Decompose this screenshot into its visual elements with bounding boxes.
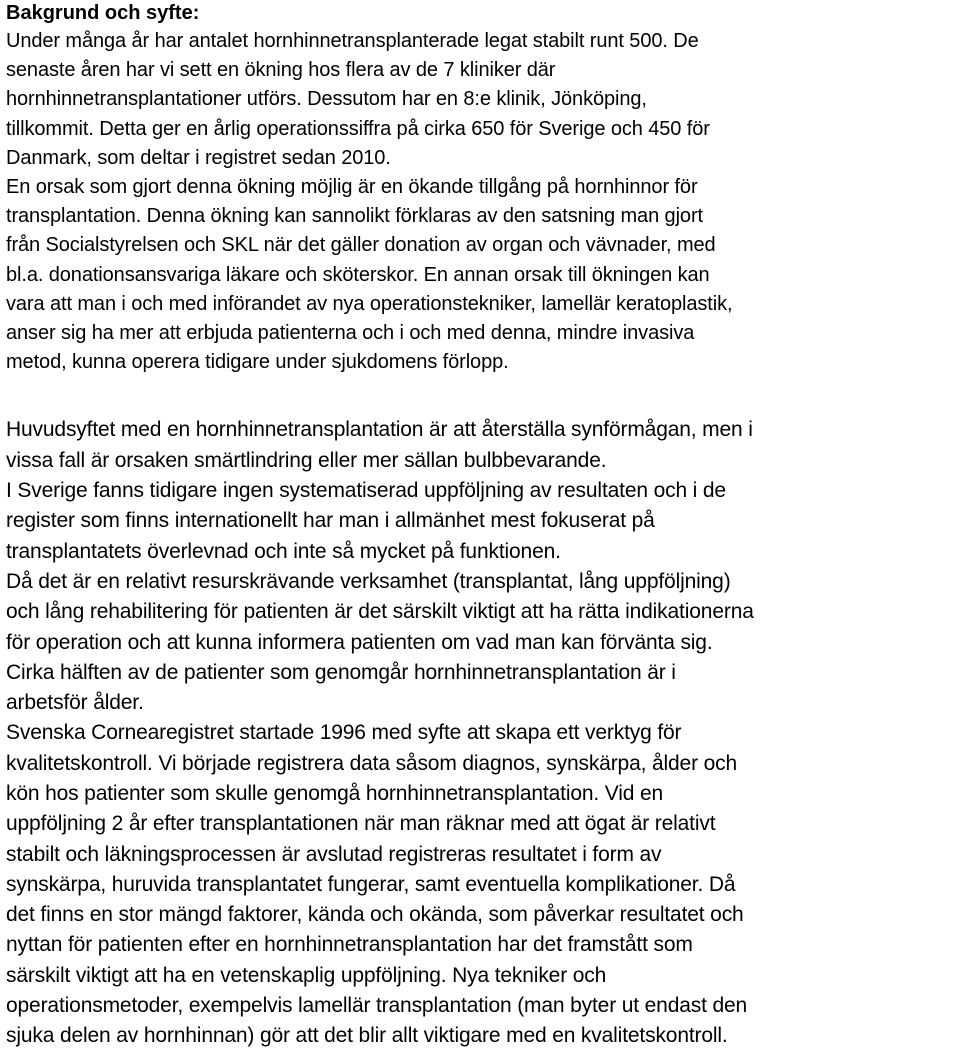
text-line: En orsak som gjort denna ökning möjlig är en ökande tillgång på hornhinnor för <box>6 176 698 199</box>
text-line: för operation och att kunna informera patienten om vad man kan förvänta sig. <box>6 630 713 654</box>
text-line: nyttan för patienten efter en hornhinnetransplantation har det framstått som <box>6 933 693 957</box>
text-line: I Sverige fanns tidigare ingen systematiserad uppföljning av resultaten och i de <box>6 479 726 503</box>
text-line: metod, kunna operera tidigare under sjukdomens förlopp. <box>6 351 509 374</box>
text-line: bl.a. donationsansvariga läkare och sköterskor. En annan orsak till ökningen kan <box>6 263 710 286</box>
text-line: kön hos patienter som skulle genomgå hornhinnetransplantation. Vid en <box>6 782 664 805</box>
text-line: från Socialstyrelsen och SKL när det gäller donation av organ och vävnader, med <box>6 234 716 257</box>
text-line: tillkommit. Detta ger en årlig operationssiffra på cirka 650 för Sverige och 450 för <box>6 117 710 140</box>
text-line: vissa fall är orsaken smärtlindring eller mer sällan bulbbevarande. <box>6 448 607 472</box>
text-line: kvalitetskontroll. Vi började registrera data såsom diagnos, synskärpa, ålder och <box>6 751 738 775</box>
text-line: och lång rehabilitering för patienten är det särskilt viktigt att ha rätta indikationerna <box>6 600 754 624</box>
text-line: Då det är en relativt resurskrävande verksamhet (transplantat, lång uppföljning) <box>6 569 731 593</box>
intro-paragraph <box>6 27 960 377</box>
section-heading: Bakgrund och syfte: <box>6 2 200 24</box>
text-line: senaste åren har vi sett en ökning hos flera av de 7 kliniker där <box>6 59 556 82</box>
text-line: Cirka hälften av de patienter som genomgår hornhinnetransplantation är i <box>6 660 676 684</box>
text-line: Under många år har antalet hornhinnetransplanterade legat stabilt runt 500. De <box>6 30 699 52</box>
text-line: hornhinnetransplantationer utförs. Dessutom har en 8:e klinik, Jönköping, <box>6 88 647 111</box>
text-line: transplantation. Denna ökning kan sannolikt förklaras av den satsning man gjort <box>6 205 703 228</box>
paragraph-spacer <box>6 377 960 415</box>
text-line: operationsmetoder, exempelvis lamellär transplantation (man byter ut endast den <box>6 994 748 1018</box>
text-line: Svenska Cornearegistret startade 1996 med syfte att skapa ett verktyg för <box>6 721 682 745</box>
text-line: stabilt och läkningsprocessen är avslutad registreras resultatet i form av <box>6 842 662 866</box>
text-line: anser sig ha mer att erbjuda patienterna och i och med denna, mindre invasiva <box>6 322 695 345</box>
text-line: register som finns internationellt har man i allmänhet mest fokuserat på <box>6 509 655 533</box>
text-line: uppföljning 2 år efter transplantationen när man räknar med att ögat är relativt <box>6 812 716 836</box>
text-line: arbetsför ålder. <box>6 691 144 715</box>
text-line: särskilt viktigt att ha en vetenskaplig uppföljning. Nya tekniker och <box>6 963 607 987</box>
text-line: sjuka delen av hornhinnan) gör att det blir allt viktigare med en kvalitetskontroll. <box>6 1024 728 1048</box>
text-line: vara att man i och med införandet av nya operationstekniker, lamellär keratoplastik, <box>6 292 733 315</box>
text-line: det finns en stor mängd faktorer, kända och okända, som påverkar resultatet och <box>6 903 744 927</box>
text-line: Danmark, som deltar i registret sedan 2010. <box>6 146 391 169</box>
text-line: transplantatets överlevnad och inte så mycket på funktionen. <box>6 539 561 563</box>
text-line: synskärpa, huruvida transplantatet fungerar, samt eventuella komplikationer. Då <box>6 872 736 896</box>
text-line: Huvudsyftet med en hornhinnetransplantation är att återställa synförmågan, men i <box>6 418 753 442</box>
body-paragraph <box>6 415 960 1051</box>
